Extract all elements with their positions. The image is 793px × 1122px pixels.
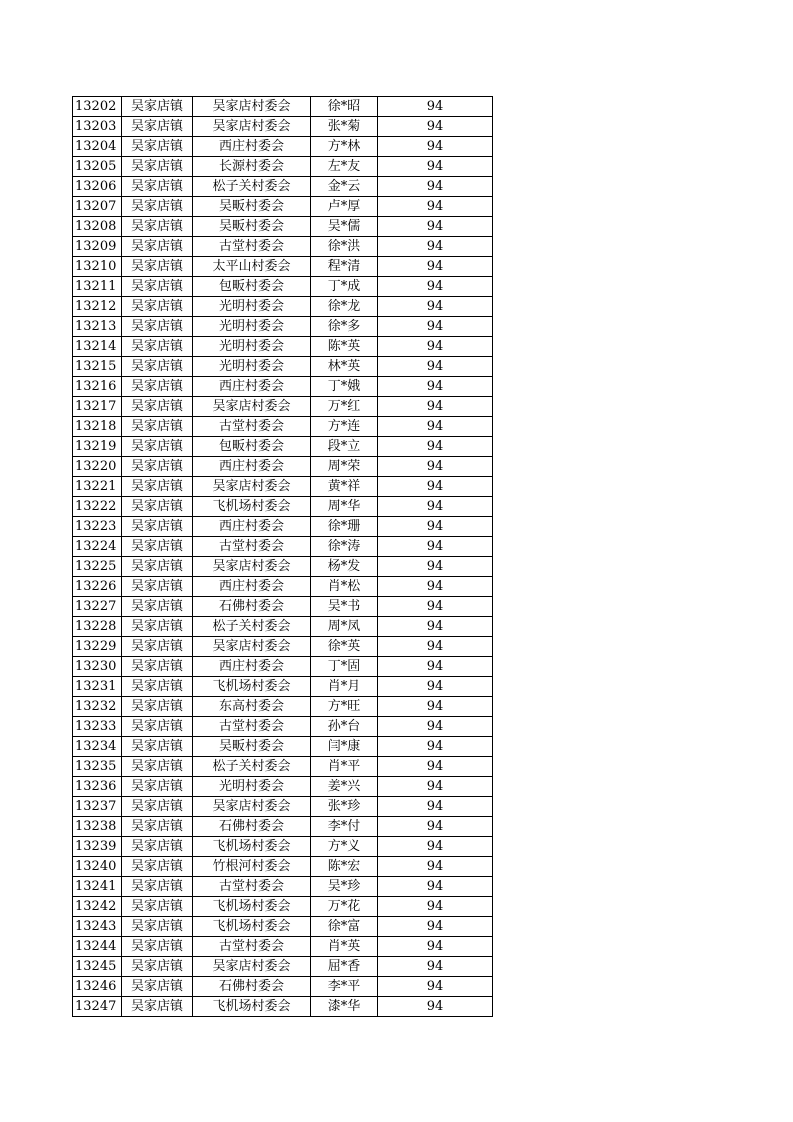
table-row: [73, 857, 493, 877]
cell-person-name: 肖*松: [311, 577, 378, 597]
table-row: [73, 817, 493, 837]
cell-town: 吴家店镇: [122, 217, 193, 237]
cell-village-committee: 松子关村委会: [193, 757, 311, 777]
cell-score: 94: [378, 697, 493, 717]
cell-village-committee: 光明村委会: [193, 357, 311, 377]
cell-town: 吴家店镇: [122, 137, 193, 157]
table-row: [73, 177, 493, 197]
cell-village-committee: 飞机场村委会: [193, 497, 311, 517]
cell-person-name: 徐*多: [311, 317, 378, 337]
cell-town: 吴家店镇: [122, 657, 193, 677]
table-row: [73, 537, 493, 557]
cell-score: 94: [378, 797, 493, 817]
cell-person-name: 卢*厚: [311, 197, 378, 217]
cell-village-committee: 西庄村委会: [193, 657, 311, 677]
table-row: [73, 797, 493, 817]
cell-score: 94: [378, 857, 493, 877]
cell-village-committee: 吴家店村委会: [193, 557, 311, 577]
cell-person-name: 李*付: [311, 817, 378, 837]
cell-score: 94: [378, 437, 493, 457]
table-row: [73, 237, 493, 257]
cell-village-committee: 石佛村委会: [193, 977, 311, 997]
cell-score: 94: [378, 377, 493, 397]
cell-village-committee: 飞机场村委会: [193, 917, 311, 937]
cell-person-name: 丁*固: [311, 657, 378, 677]
cell-town: 吴家店镇: [122, 577, 193, 597]
cell-score: 94: [378, 577, 493, 597]
table-row: [73, 497, 493, 517]
cell-town: 吴家店镇: [122, 457, 193, 477]
cell-person-name: 方*义: [311, 837, 378, 857]
table-row: [73, 577, 493, 597]
cell-record-id: 13228: [73, 617, 122, 637]
cell-record-id: 13229: [73, 637, 122, 657]
cell-town: 吴家店镇: [122, 177, 193, 197]
cell-score: 94: [378, 97, 493, 117]
table-row: [73, 117, 493, 137]
cell-person-name: 姜*兴: [311, 777, 378, 797]
cell-score: 94: [378, 937, 493, 957]
cell-record-id: 13240: [73, 857, 122, 877]
cell-record-id: 13232: [73, 697, 122, 717]
table-row: [73, 517, 493, 537]
cell-town: 吴家店镇: [122, 937, 193, 957]
table-row: [73, 257, 493, 277]
cell-score: 94: [378, 677, 493, 697]
cell-person-name: 徐*珊: [311, 517, 378, 537]
cell-person-name: 方*旺: [311, 697, 378, 717]
cell-village-committee: 光明村委会: [193, 777, 311, 797]
cell-record-id: 13207: [73, 197, 122, 217]
cell-person-name: 程*清: [311, 257, 378, 277]
table-row: [73, 557, 493, 577]
cell-record-id: 13233: [73, 717, 122, 737]
cell-village-committee: 飞机场村委会: [193, 897, 311, 917]
cell-town: 吴家店镇: [122, 917, 193, 937]
table-row: [73, 197, 493, 217]
cell-town: 吴家店镇: [122, 537, 193, 557]
cell-person-name: 徐*昭: [311, 97, 378, 117]
cell-person-name: 方*林: [311, 137, 378, 157]
cell-record-id: 13222: [73, 497, 122, 517]
cell-town: 吴家店镇: [122, 777, 193, 797]
table-row: [73, 277, 493, 297]
cell-town: 吴家店镇: [122, 377, 193, 397]
cell-town: 吴家店镇: [122, 737, 193, 757]
cell-town: 吴家店镇: [122, 197, 193, 217]
cell-record-id: 13245: [73, 957, 122, 977]
table-row: [73, 697, 493, 717]
cell-score: 94: [378, 617, 493, 637]
cell-person-name: 周*华: [311, 497, 378, 517]
cell-town: 吴家店镇: [122, 97, 193, 117]
table-row: [73, 457, 493, 477]
cell-person-name: 屈*香: [311, 957, 378, 977]
cell-village-committee: 古堂村委会: [193, 877, 311, 897]
cell-town: 吴家店镇: [122, 797, 193, 817]
cell-village-committee: 石佛村委会: [193, 597, 311, 617]
cell-town: 吴家店镇: [122, 897, 193, 917]
cell-person-name: 金*云: [311, 177, 378, 197]
cell-town: 吴家店镇: [122, 277, 193, 297]
cell-record-id: 13226: [73, 577, 122, 597]
cell-person-name: 左*友: [311, 157, 378, 177]
cell-record-id: 13212: [73, 297, 122, 317]
cell-village-committee: 西庄村委会: [193, 457, 311, 477]
cell-person-name: 周*荣: [311, 457, 378, 477]
cell-village-committee: 吴畈村委会: [193, 737, 311, 757]
cell-town: 吴家店镇: [122, 717, 193, 737]
cell-record-id: 13241: [73, 877, 122, 897]
cell-person-name: 张*菊: [311, 117, 378, 137]
cell-record-id: 13206: [73, 177, 122, 197]
cell-score: 94: [378, 897, 493, 917]
cell-score: 94: [378, 357, 493, 377]
cell-village-committee: 吴家店村委会: [193, 957, 311, 977]
cell-town: 吴家店镇: [122, 157, 193, 177]
cell-village-committee: 西庄村委会: [193, 377, 311, 397]
table-row: [73, 337, 493, 357]
cell-person-name: 周*凤: [311, 617, 378, 637]
cell-score: 94: [378, 997, 493, 1017]
cell-record-id: 13224: [73, 537, 122, 557]
cell-village-committee: 长源村委会: [193, 157, 311, 177]
cell-record-id: 13221: [73, 477, 122, 497]
records-table: [72, 96, 493, 1017]
cell-person-name: 陈*英: [311, 337, 378, 357]
cell-person-name: 吴*书: [311, 597, 378, 617]
cell-village-committee: 光明村委会: [193, 297, 311, 317]
cell-town: 吴家店镇: [122, 357, 193, 377]
cell-score: 94: [378, 477, 493, 497]
table-row: [73, 677, 493, 697]
table-row: [73, 717, 493, 737]
table-row: [73, 97, 493, 117]
cell-town: 吴家店镇: [122, 297, 193, 317]
cell-score: 94: [378, 837, 493, 857]
cell-village-committee: 包畈村委会: [193, 437, 311, 457]
cell-person-name: 杨*发: [311, 557, 378, 577]
cell-score: 94: [378, 597, 493, 617]
cell-score: 94: [378, 957, 493, 977]
cell-record-id: 13205: [73, 157, 122, 177]
table-row: [73, 937, 493, 957]
cell-record-id: 13239: [73, 837, 122, 857]
cell-record-id: 13217: [73, 397, 122, 417]
cell-record-id: 13216: [73, 377, 122, 397]
cell-score: 94: [378, 517, 493, 537]
cell-village-committee: 吴家店村委会: [193, 797, 311, 817]
cell-town: 吴家店镇: [122, 637, 193, 657]
cell-score: 94: [378, 257, 493, 277]
cell-score: 94: [378, 237, 493, 257]
table-row: [73, 397, 493, 417]
cell-town: 吴家店镇: [122, 557, 193, 577]
cell-person-name: 吴*儒: [311, 217, 378, 237]
cell-record-id: 13215: [73, 357, 122, 377]
table-row: [73, 997, 493, 1017]
cell-town: 吴家店镇: [122, 317, 193, 337]
cell-record-id: 13238: [73, 817, 122, 837]
table-row: [73, 437, 493, 457]
cell-score: 94: [378, 297, 493, 317]
table-row: [73, 617, 493, 637]
cell-town: 吴家店镇: [122, 437, 193, 457]
cell-person-name: 陈*宏: [311, 857, 378, 877]
cell-score: 94: [378, 637, 493, 657]
cell-record-id: 13247: [73, 997, 122, 1017]
cell-person-name: 肖*平: [311, 757, 378, 777]
cell-person-name: 肖*英: [311, 937, 378, 957]
cell-town: 吴家店镇: [122, 837, 193, 857]
table-row: [73, 297, 493, 317]
cell-village-committee: 吴畈村委会: [193, 197, 311, 217]
cell-person-name: 徐*涛: [311, 537, 378, 557]
cell-village-committee: 吴家店村委会: [193, 97, 311, 117]
cell-score: 94: [378, 977, 493, 997]
cell-score: 94: [378, 877, 493, 897]
cell-record-id: 13236: [73, 777, 122, 797]
cell-village-committee: 西庄村委会: [193, 577, 311, 597]
cell-score: 94: [378, 197, 493, 217]
cell-record-id: 13219: [73, 437, 122, 457]
cell-town: 吴家店镇: [122, 957, 193, 977]
cell-village-committee: 古堂村委会: [193, 237, 311, 257]
cell-town: 吴家店镇: [122, 877, 193, 897]
cell-town: 吴家店镇: [122, 517, 193, 537]
cell-person-name: 肖*月: [311, 677, 378, 697]
cell-town: 吴家店镇: [122, 597, 193, 617]
cell-record-id: 13218: [73, 417, 122, 437]
cell-record-id: 13220: [73, 457, 122, 477]
table-row: [73, 637, 493, 657]
cell-record-id: 13242: [73, 897, 122, 917]
cell-person-name: 万*红: [311, 397, 378, 417]
cell-village-committee: 古堂村委会: [193, 717, 311, 737]
cell-score: 94: [378, 717, 493, 737]
cell-town: 吴家店镇: [122, 757, 193, 777]
cell-village-committee: 石佛村委会: [193, 817, 311, 837]
cell-village-committee: 包畈村委会: [193, 277, 311, 297]
cell-village-committee: 吴家店村委会: [193, 397, 311, 417]
cell-person-name: 徐*英: [311, 637, 378, 657]
cell-person-name: 李*平: [311, 977, 378, 997]
table-row: [73, 757, 493, 777]
cell-village-committee: 飞机场村委会: [193, 997, 311, 1017]
cell-village-committee: 西庄村委会: [193, 517, 311, 537]
cell-person-name: 徐*洪: [311, 237, 378, 257]
table-row: [73, 737, 493, 757]
cell-village-committee: 吴家店村委会: [193, 117, 311, 137]
cell-village-committee: 太平山村委会: [193, 257, 311, 277]
cell-score: 94: [378, 337, 493, 357]
records-table-body: [73, 97, 493, 1017]
cell-record-id: 13235: [73, 757, 122, 777]
cell-person-name: 吴*珍: [311, 877, 378, 897]
cell-score: 94: [378, 137, 493, 157]
cell-town: 吴家店镇: [122, 677, 193, 697]
cell-record-id: 13230: [73, 657, 122, 677]
cell-person-name: 万*花: [311, 897, 378, 917]
cell-town: 吴家店镇: [122, 397, 193, 417]
cell-person-name: 漆*华: [311, 997, 378, 1017]
cell-village-committee: 竹根河村委会: [193, 857, 311, 877]
table-row: [73, 597, 493, 617]
cell-record-id: 13225: [73, 557, 122, 577]
cell-score: 94: [378, 417, 493, 437]
cell-village-committee: 西庄村委会: [193, 137, 311, 157]
cell-village-committee: 飞机场村委会: [193, 837, 311, 857]
cell-score: 94: [378, 317, 493, 337]
table-row: [73, 377, 493, 397]
cell-village-committee: 松子关村委会: [193, 177, 311, 197]
cell-town: 吴家店镇: [122, 997, 193, 1017]
cell-person-name: 张*珍: [311, 797, 378, 817]
table-row: [73, 657, 493, 677]
cell-village-committee: 古堂村委会: [193, 417, 311, 437]
cell-score: 94: [378, 217, 493, 237]
cell-village-committee: 东高村委会: [193, 697, 311, 717]
cell-town: 吴家店镇: [122, 337, 193, 357]
table-row: [73, 217, 493, 237]
cell-person-name: 黄*祥: [311, 477, 378, 497]
table-row: [73, 317, 493, 337]
cell-town: 吴家店镇: [122, 857, 193, 877]
table-row: [73, 957, 493, 977]
cell-village-committee: 古堂村委会: [193, 937, 311, 957]
table-row: [73, 777, 493, 797]
cell-town: 吴家店镇: [122, 497, 193, 517]
cell-score: 94: [378, 777, 493, 797]
cell-person-name: 方*连: [311, 417, 378, 437]
cell-record-id: 13210: [73, 257, 122, 277]
cell-score: 94: [378, 117, 493, 137]
cell-score: 94: [378, 817, 493, 837]
cell-town: 吴家店镇: [122, 117, 193, 137]
table-row: [73, 977, 493, 997]
cell-record-id: 13237: [73, 797, 122, 817]
cell-person-name: 丁*成: [311, 277, 378, 297]
cell-score: 94: [378, 157, 493, 177]
cell-record-id: 13231: [73, 677, 122, 697]
cell-person-name: 闫*康: [311, 737, 378, 757]
table-row: [73, 877, 493, 897]
cell-town: 吴家店镇: [122, 617, 193, 637]
table-row: [73, 357, 493, 377]
cell-village-committee: 吴家店村委会: [193, 477, 311, 497]
table-row: [73, 837, 493, 857]
cell-score: 94: [378, 177, 493, 197]
cell-town: 吴家店镇: [122, 817, 193, 837]
cell-record-id: 13208: [73, 217, 122, 237]
cell-record-id: 13211: [73, 277, 122, 297]
cell-person-name: 段*立: [311, 437, 378, 457]
cell-record-id: 13234: [73, 737, 122, 757]
cell-person-name: 徐*富: [311, 917, 378, 937]
table-row: [73, 917, 493, 937]
table-row: [73, 897, 493, 917]
cell-score: 94: [378, 497, 493, 517]
cell-village-committee: 松子关村委会: [193, 617, 311, 637]
cell-record-id: 13202: [73, 97, 122, 117]
cell-town: 吴家店镇: [122, 477, 193, 497]
cell-village-committee: 吴畈村委会: [193, 217, 311, 237]
cell-village-committee: 光明村委会: [193, 317, 311, 337]
cell-score: 94: [378, 397, 493, 417]
cell-score: 94: [378, 537, 493, 557]
cell-score: 94: [378, 277, 493, 297]
table-row: [73, 157, 493, 177]
table-row: [73, 477, 493, 497]
cell-score: 94: [378, 737, 493, 757]
cell-village-committee: 光明村委会: [193, 337, 311, 357]
cell-town: 吴家店镇: [122, 257, 193, 277]
cell-record-id: 13223: [73, 517, 122, 537]
cell-record-id: 13214: [73, 337, 122, 357]
cell-record-id: 13246: [73, 977, 122, 997]
cell-town: 吴家店镇: [122, 697, 193, 717]
cell-person-name: 丁*娥: [311, 377, 378, 397]
cell-record-id: 13203: [73, 117, 122, 137]
cell-village-committee: 吴家店村委会: [193, 637, 311, 657]
cell-person-name: 孙*台: [311, 717, 378, 737]
cell-record-id: 13227: [73, 597, 122, 617]
cell-town: 吴家店镇: [122, 237, 193, 257]
cell-town: 吴家店镇: [122, 977, 193, 997]
cell-score: 94: [378, 557, 493, 577]
cell-person-name: 徐*龙: [311, 297, 378, 317]
cell-record-id: 13243: [73, 917, 122, 937]
cell-record-id: 13213: [73, 317, 122, 337]
cell-score: 94: [378, 657, 493, 677]
cell-record-id: 13204: [73, 137, 122, 157]
cell-score: 94: [378, 457, 493, 477]
table-row: [73, 417, 493, 437]
cell-village-committee: 古堂村委会: [193, 537, 311, 557]
cell-score: 94: [378, 757, 493, 777]
cell-town: 吴家店镇: [122, 417, 193, 437]
cell-record-id: 13244: [73, 937, 122, 957]
cell-village-committee: 飞机场村委会: [193, 677, 311, 697]
cell-record-id: 13209: [73, 237, 122, 257]
table-row: [73, 137, 493, 157]
cell-score: 94: [378, 917, 493, 937]
cell-person-name: 林*英: [311, 357, 378, 377]
